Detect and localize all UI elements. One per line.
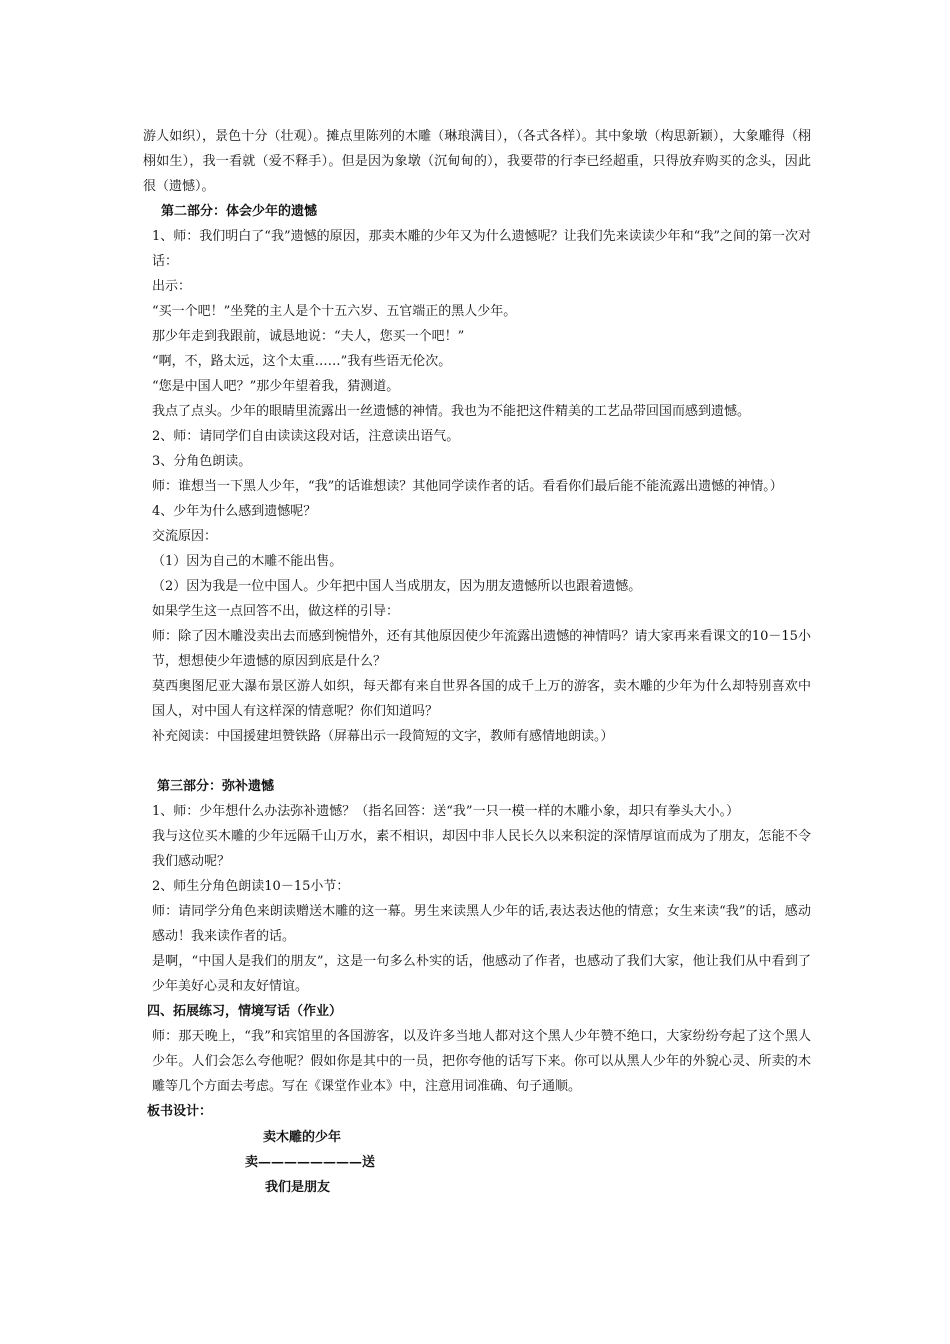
part3-paragraph-1: 我与这位买木雕的少年远隔千山万水，素不相识，却因中非人民长久以来积淀的深情厚谊而成为了朋友，怎能不令我们感动呢？ — [152, 829, 811, 869]
document-body — [143, 124, 811, 1216]
part4-paragraph: 师：那天晚上，“我”和宾馆里的各国游客，以及许多当地人都对这个黑人少年赞不绝口，大家纷纷夸起了这个黑人少年。人们会怎么夸他呢？假如你是其中的一员，把你夸他的话写下来。你可以从黑人少年的外貌心灵、所卖的木雕等几个方面去考虑。写在《课堂作业本》中，注意用词准确、句子通顺。 — [152, 1029, 811, 1094]
dialogue-line-5: 我点了点头。少年的眼睛里流露出一丝遗憾的神情。我也为不能把这件精美的工艺品带回国而感到遗憾。 — [152, 404, 751, 419]
dialogue-line-4: “您是中国人吧？”那少年望着我，猜测道。 — [152, 379, 400, 394]
part2-question-2: 2、师：请同学们自由读读这段对话，注意读出语气。 — [152, 429, 460, 444]
spacer — [143, 749, 811, 774]
dialogue-line-2: 那少年走到我跟前，诚恳地说：“夫人，您买一个吧！” — [152, 329, 465, 344]
reason-1: （1）因为自己的木雕不能出售。 — [152, 554, 343, 569]
part2-heading: 第二部分：体会少年的遗憾 — [161, 204, 318, 219]
board-bottom-line: 我们是朋友 — [265, 1180, 331, 1195]
part3-paragraph-2: 师：请同学分角色来朗读赠送木雕的这一幕。男生来读黑人少年的话,表达表达他的情意；女生来读“我”的话，感动感动！我来读作者的话。 — [152, 904, 811, 944]
intro-paragraph: 游人如织），景色十分（壮观）。摊点里陈列的木雕（琳琅满目），（各式各样）。其中象墩（构思新颖），大象雕得（栩栩如生），我一看就（爱不释手）。但是因为象墩（沉甸甸的），我要带的行李已经超重，只得放弃购买的念头，因此很（遗憾）。 — [143, 129, 811, 194]
dialogue-line-1: “买一个吧！”坐凳的主人是个十五六岁、五官端正的黑人少年。 — [152, 304, 517, 319]
part4-heading: 四、拓展练习，情境写话（作业） — [147, 1004, 343, 1019]
guide-context: 莫西奥图尼亚大瀑布景区游人如织，每天都有来自世界各国的成千上万的游客，卖木雕的少年为什么却特别喜欢中国人，对中国人有这样深的情意呢？你们知道吗？ — [152, 679, 811, 719]
reason-2: （2）因为我是一位中国人。少年把中国人当成朋友，因为朋友遗憾所以也跟着遗憾。 — [152, 579, 642, 594]
exchange-label: 交流原因： — [152, 529, 218, 544]
part2-show-label: 出示： — [152, 279, 192, 294]
board-design — [143, 1126, 811, 1216]
part3-heading: 第三部分：弥补遗憾 — [157, 779, 275, 794]
part3-question-2: 2、师生分角色朗读10－15小节： — [152, 879, 350, 894]
part3-question-1: 1、师：少年想什么办法弥补遗憾？（指名回答：送“我”一只一模一样的木雕小象，却只有拳头大小。） — [152, 804, 740, 819]
guide-question: 师：除了因木雕没卖出去而感到惋惜外，还有其他原因使少年流露出遗憾的神情吗？请大家再来看课文的10－15小节，想想使少年遗憾的原因到底是什么？ — [152, 629, 811, 669]
dialogue-line-3: “啊，不，路太远，这个太重……”我有些语无伦次。 — [152, 354, 452, 369]
board-design-label: 板书设计： — [147, 1104, 213, 1119]
part2-question-1: 1、师：我们明白了“我”遗憾的原因，那卖木雕的少年又为什么遗憾呢？让我们先来读读少年和“我”之间的第一次对话： — [152, 229, 811, 269]
board-middle-line: 卖————————送 — [245, 1155, 376, 1170]
part2-question-4: 4、少年为什么感到遗憾呢？ — [152, 504, 317, 519]
supplementary-reading: 补充阅读：中国援建坦赞铁路（屏幕出示一段简短的文字，教师有感情地朗读。） — [152, 729, 614, 744]
part2-question-3-detail: 师：谁想当一下黑人少年，“我”的话谁想读？其他同学读作者的话。看看你们最后能不能流露出遗憾的神情。） — [152, 479, 783, 494]
board-title: 卖木雕的少年 — [263, 1130, 342, 1145]
guide-intro: 如果学生这一点回答不出，做这样的引导： — [152, 604, 400, 619]
part3-paragraph-3: 是啊，“中国人是我们的朋友”，这是一句多么朴实的话，他感动了作者，也感动了我们大家，他让我们从中看到了少年美好心灵和友好情谊。 — [152, 954, 811, 994]
part2-question-3: 3、分角色朗读。 — [152, 454, 252, 469]
